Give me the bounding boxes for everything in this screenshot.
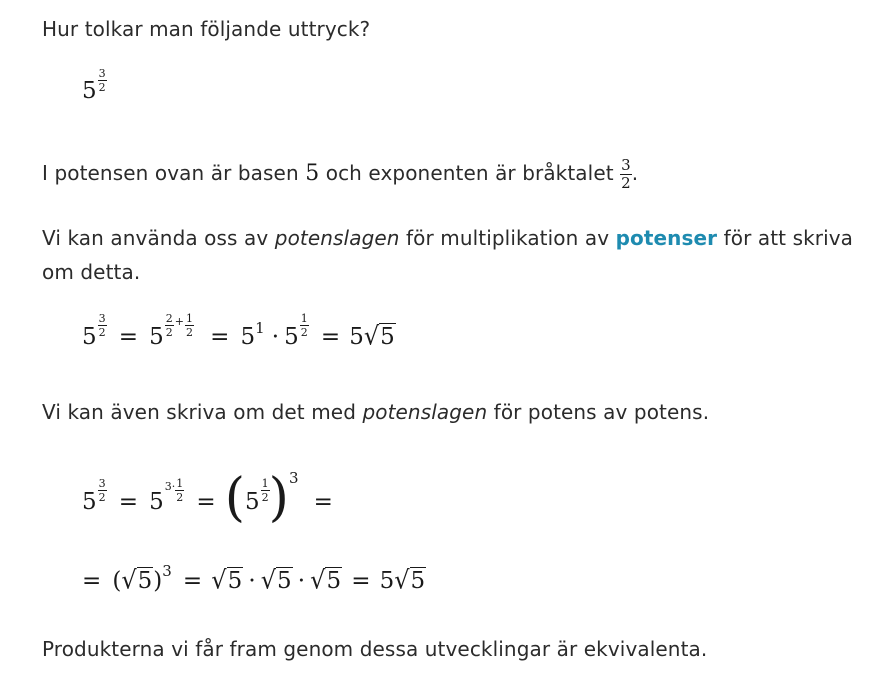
exponent-fraction: $\frac{3}{2}$ bbox=[98, 66, 106, 94]
conclusion-text: Produkterna vi får fram genom dessa utvecklingar är ekvivalenta. bbox=[42, 637, 708, 661]
equation-sqrt-expansion: = (√5)3 = √5 · √5 · √5 = 5√5 bbox=[82, 562, 426, 595]
paragraph-potenslagen-multiplication: Vi kan använda oss av potenslagen för multiplikation av potenser för att skriva om detta. bbox=[42, 226, 854, 284]
inline-fraction-3-2: $\frac{3}{2}$ bbox=[621, 156, 631, 192]
intro-question: Hur tolkar man följande uttryck? bbox=[42, 17, 371, 41]
equation-multiplication-law: 5 $\frac{3}{2}$ = 5 $\frac{2}{2}$ + $\frac{1}{2}$ = 51 · 5 $\frac{1}{2}$ = 5√5 bbox=[82, 311, 395, 351]
emphasis-potenslagen-2: potenslagen bbox=[362, 400, 488, 424]
sqrt-5: √5 bbox=[363, 321, 395, 351]
equation-power-of-power: 5 $\frac{3}{2}$ = $5^{3\cdot}$ $\frac{1}{2}$ = (5 $\frac{1}{2}$ )3 = bbox=[82, 468, 333, 528]
math-base: 5 bbox=[82, 78, 97, 104]
emphasis-potenslagen: potenslagen bbox=[274, 226, 400, 250]
expression-5-pow-3-2 bbox=[82, 66, 106, 107]
link-potenser[interactable]: potenser bbox=[615, 226, 718, 250]
paragraph-power-of-power: Vi kan även skriva om det med potenslagen för potens av potens. bbox=[42, 400, 710, 424]
inline-math-5: 5 bbox=[305, 161, 320, 186]
paragraph-base-exponent: I potensen ovan är basen 5 och exponenten är bråktalet $\frac{3}{2}$ . bbox=[42, 156, 639, 192]
